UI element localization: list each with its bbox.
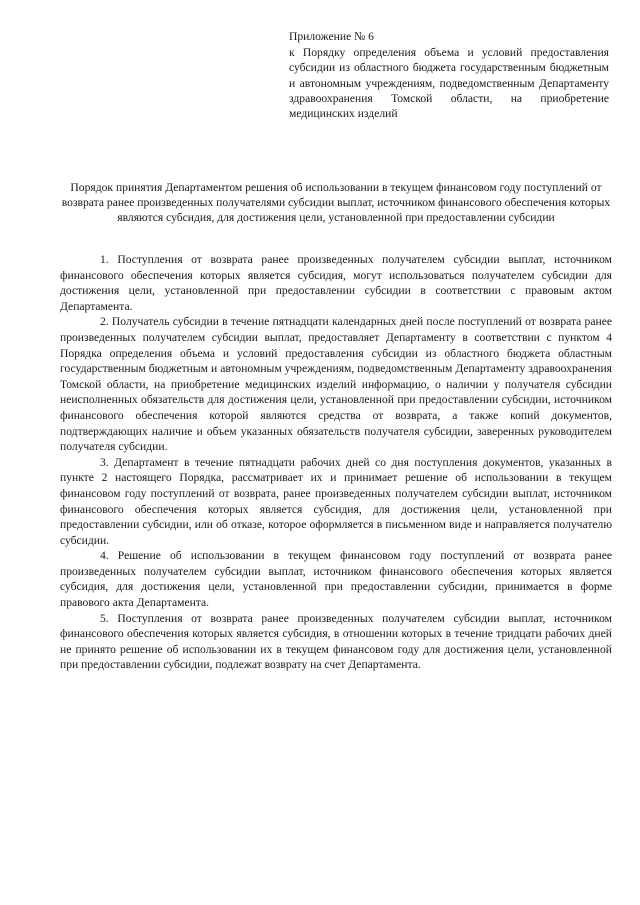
- appendix-header: [289, 29, 609, 121]
- document-title: Порядок принятия Департаментом решения об использовании в текущем финансовом году поступлений от возврата ранее произведенных получателями субсидии выплат, источником финансового обеспечения которых являются субсидия, для достижения цели, установленной при предоставлении субсидии: [61, 181, 611, 225]
- paragraph-3: 3. Департамент в течение пятнадцати рабочих дней со дня поступления документов, указанных в пункте 2 настоящего Порядка, рассматривает их и принимает решение об использовании в текущем финансовом году поступлений от возврата, ранее произведенных получателем субсидии выплат, источником финансового обеспечения которых является субсидия, для достижения цели, установленной при предоставлении субсидии, или об отказе, которое оформляется в письменном виде и направляется получателю субсидии.: [60, 455, 612, 547]
- paragraph-2: 2. Получатель субсидии в течение пятнадцати календарных дней после поступлений от возврата ранее произведенных получателем субсидии выплат, предоставляет Департаменту в соответствии с пунктом 4 Порядка определения объема и условий предоставления субсидии из областного бюджета областным государственным бюджетным и автономным учреждениям, подведомственным Департаменту здравоохранения Томской области, на приобретение медицинских изделий информацию, о наличии у получателя субсидии неисполненных обязательств для достижения цели, установленной при предоставлении субсидии, источником финансового обеспечения которой являются средства от возврата, а также копий документов, подтверждающих наличие и объем указанных обязательств получателя субсидии, заверенных руководителем получателя субсидии.: [60, 315, 612, 454]
- appendix-reference: к Порядку определения объема и условий предоставления субсидии из областного бюджета государственным бюджетным и автономным учреждениям, подведомственным Департаменту здравоохранения Томской области, на приобретение медицинских изделий: [289, 46, 609, 121]
- paragraph-1: 1. Поступления от возврата ранее произведенных получателем субсидии выплат, источником финансового обеспечения которых является субсидия, могут использоваться получателем субсидии для достижения цели, установленной при предоставлении субсидии в соответствии с правовым актом Департамента.: [60, 253, 612, 313]
- paragraph-4: 4. Решение об использовании в текущем финансовом году поступлений от возврата ранее произведенных получателем субсидии выплат, источником финансового обеспечения которых является субсидия, для достижения цели, установленной при предоставлении субсидии, принимается в форме правового акта Департамента.: [60, 549, 612, 610]
- appendix-title: Приложение № 6: [289, 30, 374, 43]
- document-body: [60, 252, 612, 673]
- paragraph-5: 5. Поступления от возврата ранее произведенных получателем субсидии выплат, источником финансового обеспечения которых является субсидия, в отношении которых в течение тридцати рабочих дней не принято решение об использовании их в текущем финансовом году для достижения цели, установленной при предоставлении субсидии, подлежат возврату на счет Департамента.: [60, 611, 612, 672]
